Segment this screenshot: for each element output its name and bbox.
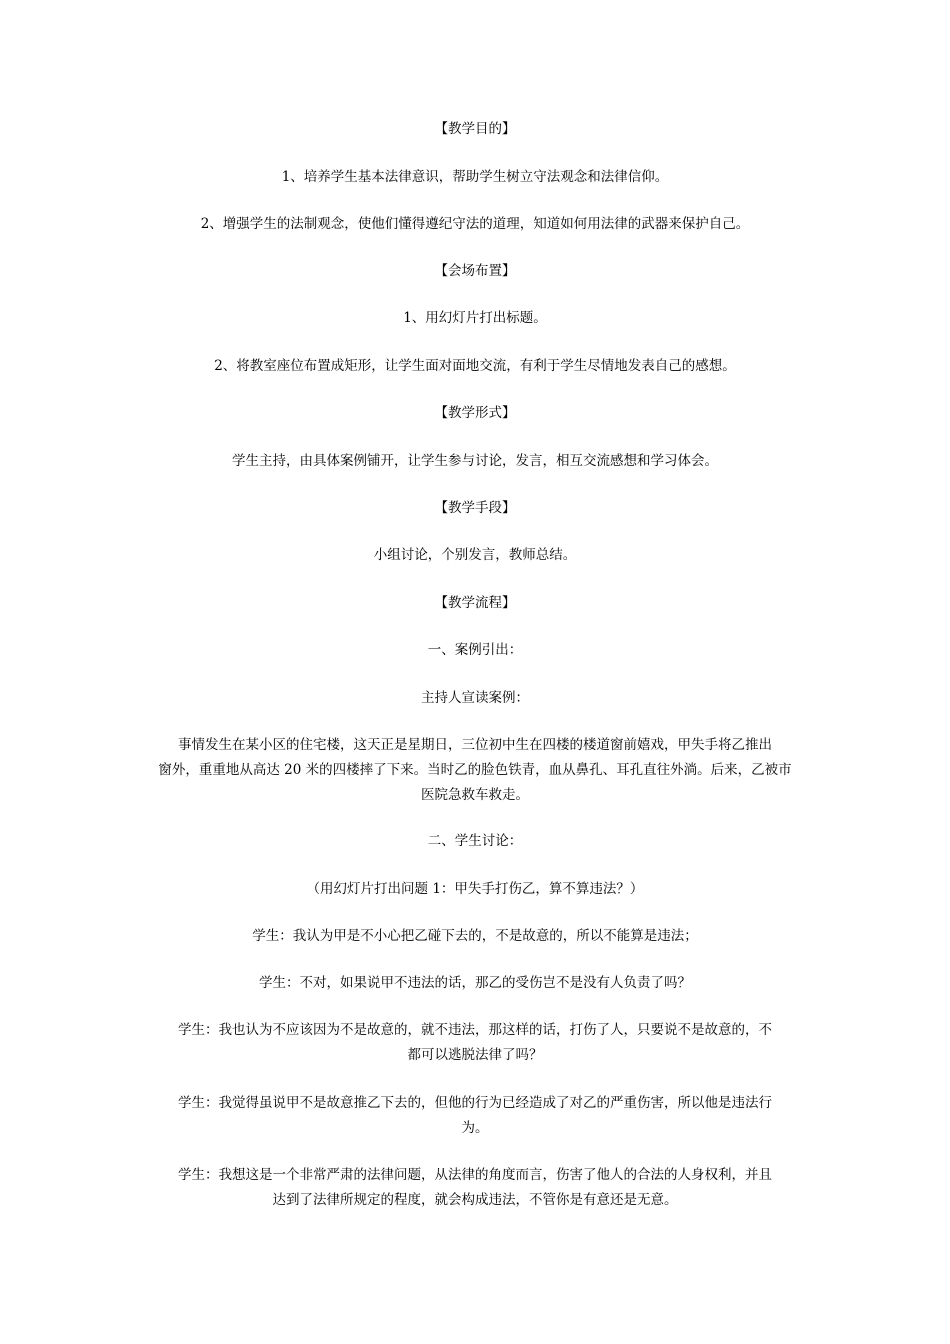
heading-teaching-form: 【教学形式】 (434, 405, 516, 421)
case-text-line-2: 窗外，重重地从高达 20 米的四楼摔了下来。当时乙的脸色铁青，血从鼻孔、耳孔直往外淌。后来，乙被市 (158, 762, 792, 778)
student-remark-5-line-2: 达到了法律所规定的程度，就会构成违法，不管你是有意还是无意。 (272, 1192, 678, 1208)
teaching-form-text: 学生主持，由具体案例铺开，让学生参与讨论，发言，相互交流感想和学习体会。 (232, 453, 718, 469)
heading-teaching-flow: 【教学流程】 (434, 595, 516, 611)
host-reads-case: 主持人宣读案例： (421, 690, 529, 706)
student-remark-5-line-1: 学生：我想这是一个非常严肃的法律问题，从法律的角度而言，伤害了他人的合法的人身权利，并且 (178, 1167, 772, 1183)
case-text-line-1: 事情发生在某小区的住宅楼，这天正是星期日，三位初中生在四楼的楼道窗前嬉戏，甲失手将乙推出 (178, 737, 772, 753)
venue-item-1: 1、用幻灯片打出标题。 (403, 310, 547, 326)
student-remark-4-line-2: 为。 (461, 1120, 489, 1136)
teaching-means-text: 小组讨论，个别发言，教师总结。 (373, 547, 577, 563)
student-remark-2: 学生：不对，如果说甲不违法的话，那乙的受伤岂不是没有人负责了吗？ (259, 975, 691, 991)
student-remark-3-line-2: 都可以逃脱法律了吗？ (407, 1047, 543, 1063)
purpose-item-2: 2、增强学生的法制观念，使他们懂得遵纪守法的道理，知道如何用法律的武器来保护自己。 (200, 216, 750, 232)
venue-item-2: 2、将教室座位布置成矩形，让学生面对面地交流，有利于学生尽情地发表自己的感想。 (214, 358, 736, 374)
flow-step-2: 二、学生讨论： (427, 833, 523, 849)
heading-venue-setup: 【会场布置】 (434, 263, 516, 279)
purpose-item-1: 1、培养学生基本法律意识，帮助学生树立守法观念和法律信仰。 (281, 169, 669, 185)
discussion-question-1: （用幻灯片打出问题 1：甲失手打伤乙，算不算违法？） (306, 881, 644, 897)
heading-teaching-means: 【教学手段】 (434, 500, 516, 516)
flow-step-1: 一、案例引出： (427, 642, 523, 658)
heading-teaching-purpose: 【教学目的】 (434, 121, 516, 137)
student-remark-4-line-1: 学生：我觉得虽说甲不是故意推乙下去的，但他的行为已经造成了对乙的严重伤害，所以他是违法行 (178, 1095, 772, 1111)
case-text-line-3: 医院急救车救走。 (421, 787, 529, 803)
student-remark-1: 学生：我认为甲是不小心把乙碰下去的，不是故意的，所以不能算是违法； (252, 928, 698, 944)
student-remark-3-line-1: 学生：我也认为不应该因为不是故意的，就不违法，那这样的话，打伤了人，只要说不是故意的，不 (178, 1022, 772, 1038)
